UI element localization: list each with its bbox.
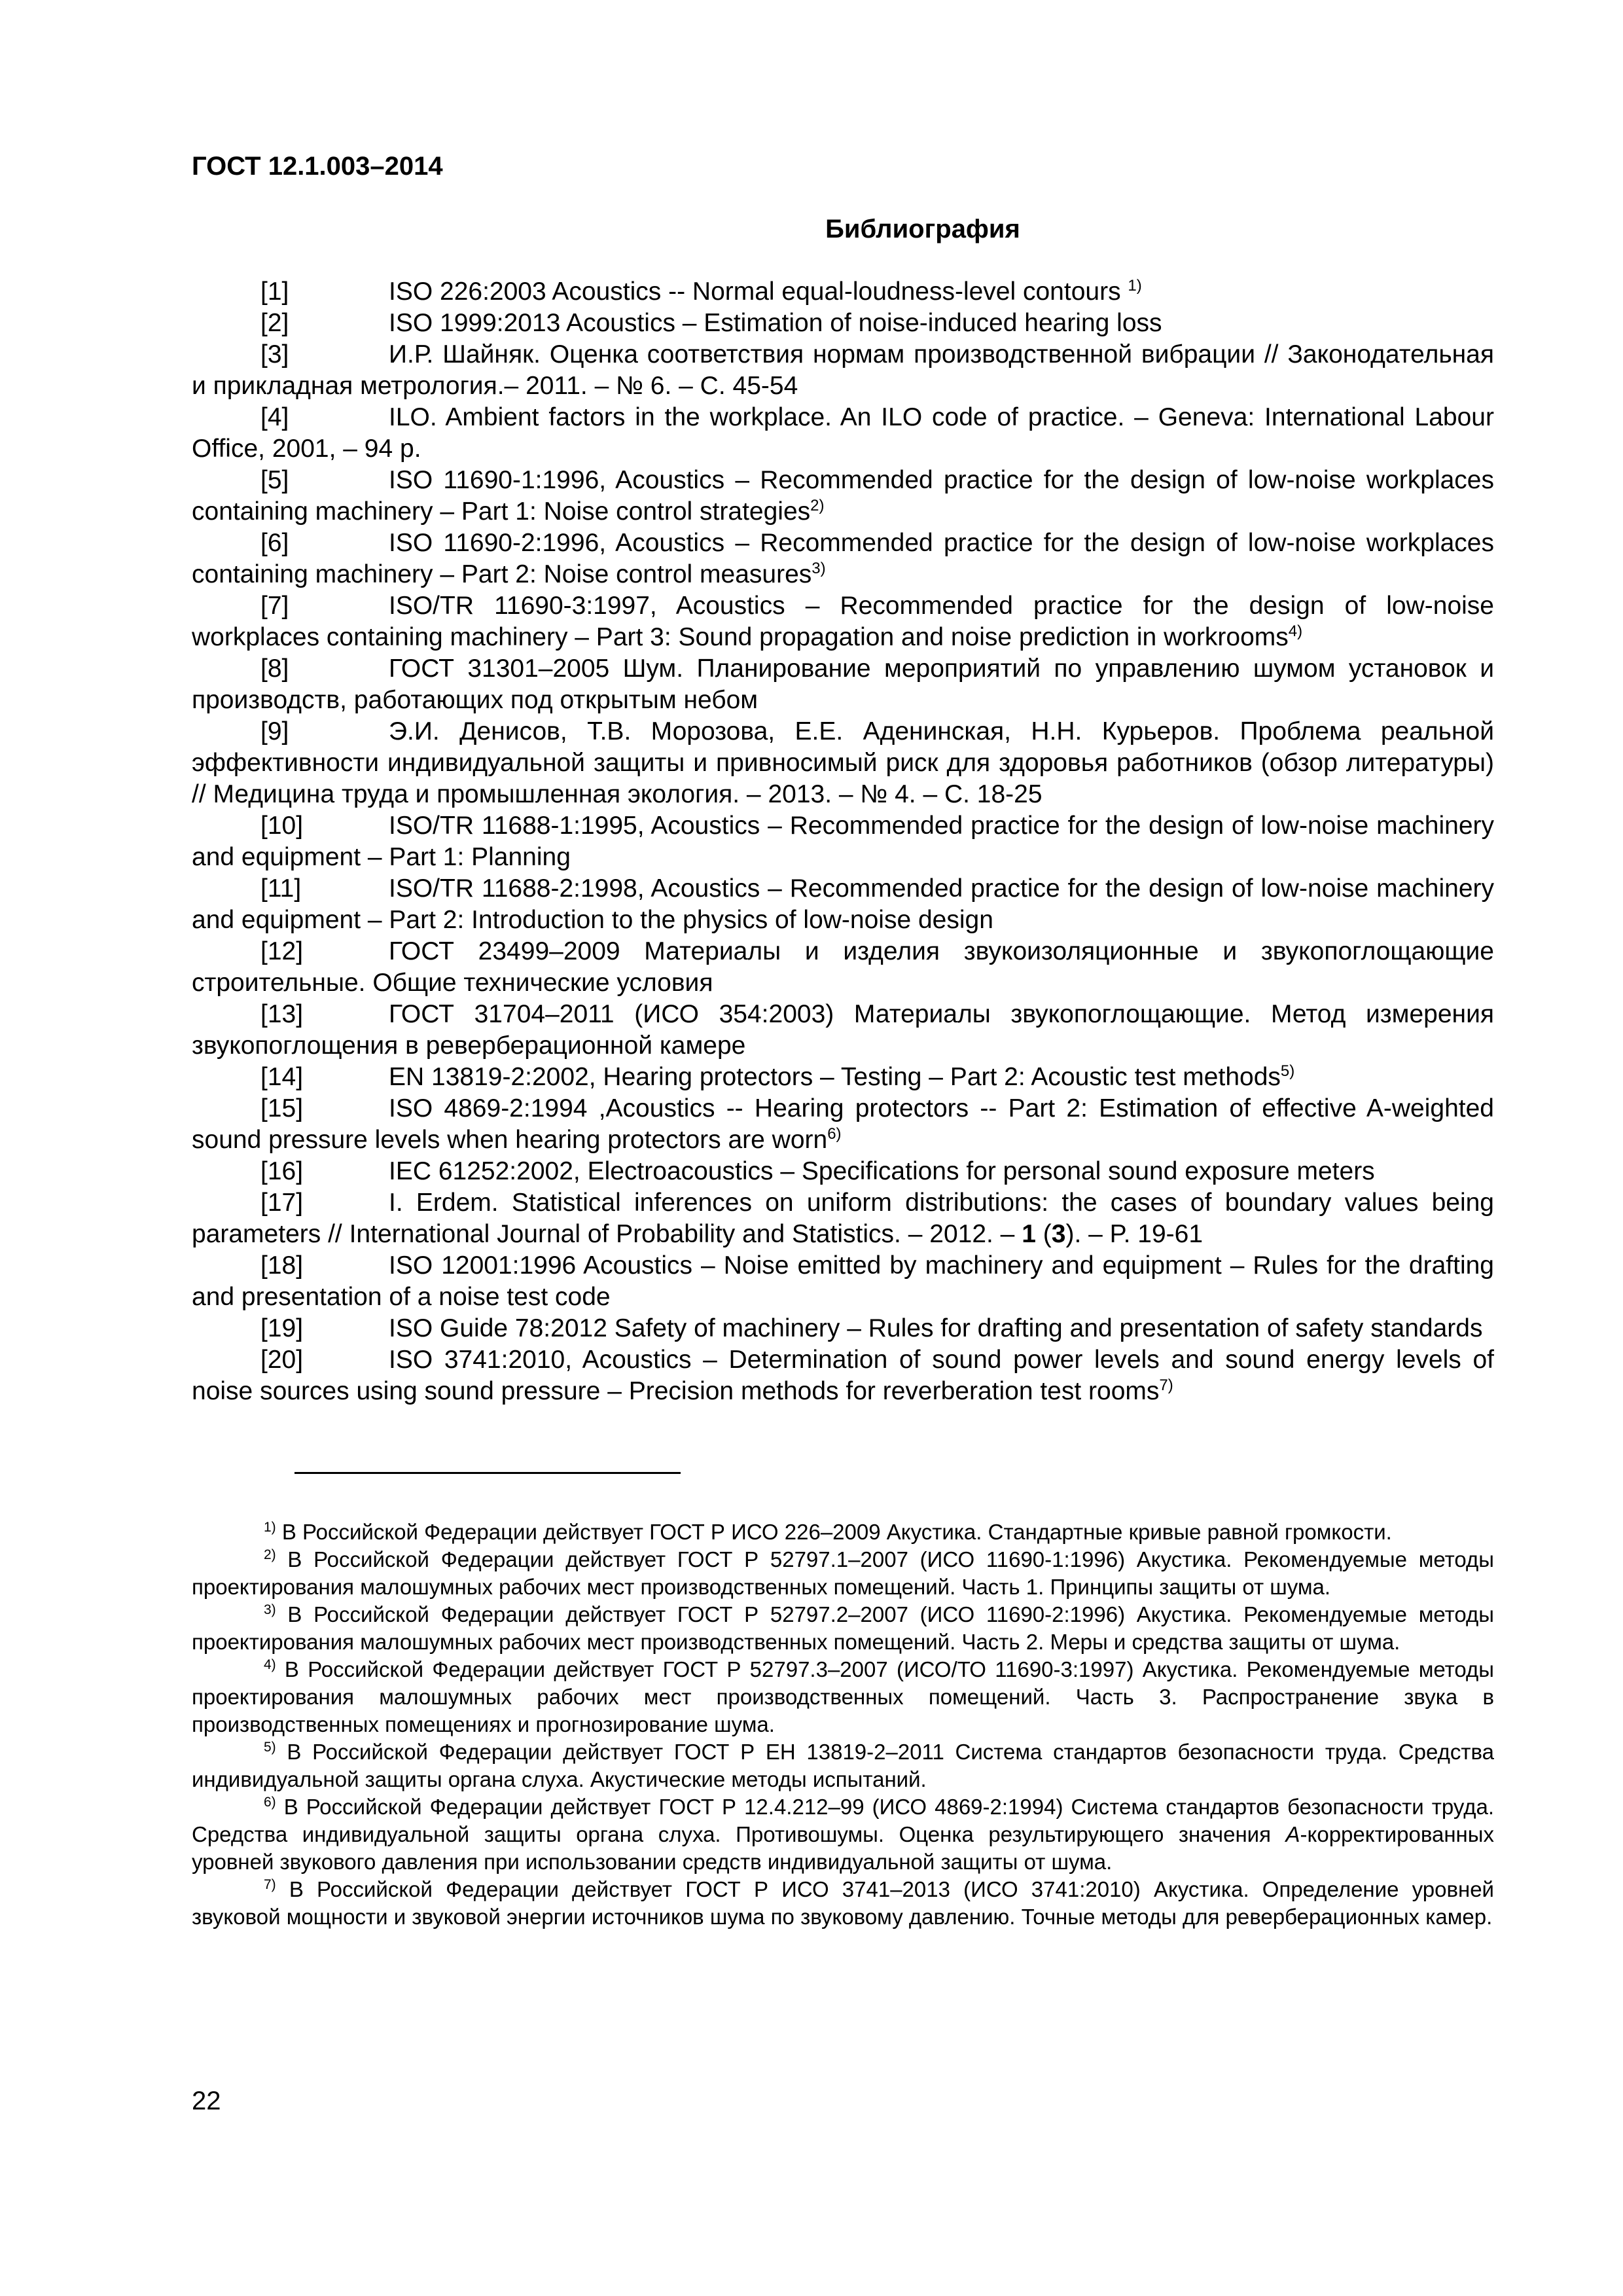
footnote-text: В Российской Федерации действует ГОСТ Р 52797.1–2007 (ИСО 11690-1:1996) Акустика. Рекомендуемые методы проектирования малошумных рабочих мест производственных помещений. Часть 1. Принципы защиты от шума. [192, 1547, 1494, 1599]
reference-item [192, 465, 1494, 528]
footnote-mark: 5) [264, 1740, 276, 1755]
footnote-mark: 2) [264, 1547, 276, 1562]
footnote-text: В Российской Федерации действует ГОСТ Р 52797.2–2007 (ИСО 11690-2:1996) Акустика. Рекомендуемые методы проектирования малошумных рабочих мест производственных помещений. Часть 2. Меры и средства защиты от шума. [192, 1602, 1494, 1654]
reference-text: IEC 61252:2002, Electroacoustics – Specifications for personal sound exposure meters [389, 1157, 1375, 1185]
reference-text: ISO/TR 11690-3:1997, Acoustics – Recommended practice for the design of low-noise workplaces containing machinery – Part 3: Sound propagation and noise prediction in workrooms [192, 592, 1494, 651]
reference-number: [6] [260, 529, 289, 557]
reference-text: ). – P. 19-61 [1065, 1220, 1204, 1248]
reference-number: [12] [260, 937, 304, 965]
footnote-item [192, 1793, 1494, 1876]
reference-text: ISO 11690-2:1996, Acoustics – Recommended practice for the design of low-noise workplaces containing machinery – Part 2: Noise control measures [192, 529, 1494, 588]
reference-number: [14] [260, 1063, 304, 1091]
reference-number: [10] [260, 812, 304, 840]
footnote-marker: 3) [812, 560, 826, 577]
footnote-marker: 4) [1288, 622, 1303, 640]
footnote-marker: 1) [1128, 277, 1142, 295]
reference-item [192, 339, 1494, 402]
footnote-mark: 1) [264, 1520, 276, 1535]
reference-text: I. Erdem. Statistical inferences on uniform distributions: the cases of boundary values being parameters // International Journal of Probability and Statistics. – 2012. – [192, 1189, 1494, 1248]
footnote-mark: 4) [264, 1657, 276, 1672]
reference-text: 3 [1051, 1220, 1066, 1248]
footnote-item [192, 1738, 1494, 1793]
page-number: 22 [192, 2087, 221, 2115]
footnote-marker: 6) [827, 1125, 842, 1143]
reference-item [192, 1313, 1494, 1344]
reference-text: ISO 11690-1:1996, Acoustics – Recommended practice for the design of low-noise workplaces containing machinery – Part 1: Noise control strategies [192, 466, 1494, 526]
reference-item [192, 402, 1494, 465]
reference-number: [3] [260, 340, 289, 368]
reference-number: [19] [260, 1314, 304, 1342]
footnote-text: А [1285, 1822, 1300, 1846]
reference-number: [8] [260, 655, 289, 683]
footnote-text: -корректированных уровней звукового давления при использовании средств индивидуальной защиты от шума. [192, 1822, 1494, 1874]
reference-text: ISO 4869-2:1994 ,Acoustics -- Hearing protectors -- Part 2: Estimation of effective A-weighted sound pressure levels when hearing protectors are worn [192, 1094, 1494, 1154]
reference-text: ISO 12001:1996 Acoustics – Noise emitted by machinery and equipment – Rules for the drafting and presentation of a noise test code [192, 1251, 1494, 1311]
reference-number: [2] [260, 309, 289, 337]
footnote-marker: 7) [1159, 1376, 1173, 1394]
reference-number: [9] [260, 717, 289, 745]
reference-text: ISO 3741:2010, Acoustics – Determination of sound power levels and sound energy levels of noise sources using sound pressure – Precision methods for reverberation test rooms [192, 1346, 1494, 1405]
reference-item [192, 810, 1494, 873]
reference-number: [5] [260, 466, 289, 494]
reference-text: ( [1035, 1220, 1052, 1248]
reference-item [192, 653, 1494, 716]
footnote-text: В Российской Федерации действует ГОСТ Р ИСО 226–2009 Акустика. Стандартные кривые равной громкости. [276, 1520, 1392, 1544]
reference-item [192, 1062, 1494, 1093]
reference-item [192, 1187, 1494, 1250]
footnote-text: В Российской Федерации действует ГОСТ Р ИСО 3741–2013 (ИСО 3741:2010) Акустика. Определение уровней звуковой мощности и звуковой энергии источников шума по звуковому давлению. Точные методы для реверберационных камер. [192, 1877, 1494, 1929]
reference-item [192, 590, 1494, 653]
footnote-item [192, 1601, 1494, 1656]
footnote-text: В Российской Федерации действует ГОСТ Р 12.4.212–99 (ИСО 4869-2:1994) Система стандартов безопасности труда. Средства индивидуальной защиты органа слуха. Противошумы. Оценка результирующего значения [192, 1795, 1494, 1846]
footnote-text: В Российской Федерации действует ГОСТ Р 52797.3–2007 (ИСО/ТО 11690-3:1997) Акустика. Рекомендуемые методы проектирования малошумных рабочих мест производственных помещений. Часть 3. Распространение звука в производственных помещениях и прогнозирование шума. [192, 1657, 1494, 1736]
bibliography-list [192, 276, 1494, 1407]
reference-number: [7] [260, 592, 289, 620]
footnote-item [192, 1656, 1494, 1738]
reference-item [192, 873, 1494, 936]
footnote-item [192, 1518, 1494, 1546]
reference-number: [4] [260, 403, 289, 431]
footnote-marker: 2) [810, 497, 825, 514]
reference-text: ISO Guide 78:2012 Safety of machinery – Rules for drafting and presentation of safety standards [389, 1314, 1483, 1342]
footnote-item [192, 1876, 1494, 1931]
reference-text: ISO 1999:2013 Acoustics – Estimation of noise-induced hearing loss [389, 309, 1162, 337]
reference-text: ГОСТ 31704–2011 (ИСО 354:2003) Материалы звукопоглощающие. Метод измерения звукопоглощения в реверберационной камере [192, 1000, 1494, 1060]
reference-item [192, 308, 1494, 339]
footnote-mark: 3) [264, 1602, 276, 1617]
reference-text: И.Р. Шайняк. Оценка соответствия нормам производственной вибрации // Законодательная и прикладная метрология.– 2011. – № 6. – С. 45-54 [192, 340, 1494, 400]
document-header: ГОСТ 12.1.003–2014 [192, 152, 443, 181]
footnote-mark: 6) [264, 1795, 276, 1810]
reference-number: [13] [260, 1000, 304, 1028]
reference-item [192, 936, 1494, 999]
reference-item [192, 528, 1494, 590]
footnote-text: В Российской Федерации действует ГОСТ Р ЕН 13819-2–2011 Система стандартов безопасности труда. Средства индивидуальной защиты органа слуха. Акустические методы испытаний. [192, 1740, 1494, 1791]
reference-text: ISO 226:2003 Acoustics -- Normal equal-loudness-level contours [389, 278, 1128, 306]
reference-number: [11] [260, 874, 302, 903]
reference-text: ГОСТ 23499–2009 Материалы и изделия звукоизоляционные и звукопоглощающие строительные. Общие технические условия [192, 937, 1494, 997]
footnote-item [192, 1546, 1494, 1601]
footnotes [192, 1518, 1494, 1931]
section-title: Библиография [825, 215, 1020, 243]
footnote-mark: 7) [264, 1877, 276, 1892]
reference-item [192, 276, 1494, 308]
reference-item [192, 716, 1494, 810]
reference-number: [18] [260, 1251, 304, 1280]
reference-text: ГОСТ 31301–2005 Шум. Планирование мероприятий по управлению шумом установок и производств, работающих под открытым небом [192, 655, 1494, 714]
reference-text: 1 [1022, 1220, 1036, 1248]
reference-item [192, 999, 1494, 1062]
reference-number: [1] [260, 278, 289, 306]
footnote-separator [294, 1472, 681, 1474]
reference-item [192, 1344, 1494, 1407]
reference-text: EN 13819-2:2002, Hearing protectors – Testing – Part 2: Acoustic test methods [389, 1063, 1281, 1091]
reference-number: [15] [260, 1094, 304, 1122]
reference-text: ISO/TR 11688-1:1995, Acoustics – Recommended practice for the design of low-noise machinery and equipment – Part 1: Planning [192, 812, 1494, 871]
reference-item [192, 1250, 1494, 1313]
reference-item [192, 1156, 1494, 1187]
reference-item [192, 1093, 1494, 1156]
reference-text: Э.И. Денисов, Т.В. Морозова, Е.Е. Аденинская, Н.Н. Курьеров. Проблема реальной эффективности индивидуальной защиты и привносимый риск для здоровья работников (обзор литературы) // Медицина труда и промышленная экология. – 2013. – № 4. – С. 18-25 [192, 717, 1494, 808]
footnote-marker: 5) [1280, 1062, 1295, 1080]
reference-text: ISO/TR 11688-2:1998, Acoustics – Recommended practice for the design of low-noise machinery and equipment – Part 2: Introduction to the physics of low-noise design [192, 874, 1494, 934]
reference-text: ILO. Ambient factors in the workplace. An ILO code of practice. – Geneva: International Labour Office, 2001, – 94 p. [192, 403, 1494, 463]
reference-number: [16] [260, 1157, 304, 1185]
reference-number: [17] [260, 1189, 304, 1217]
reference-number: [20] [260, 1346, 304, 1374]
